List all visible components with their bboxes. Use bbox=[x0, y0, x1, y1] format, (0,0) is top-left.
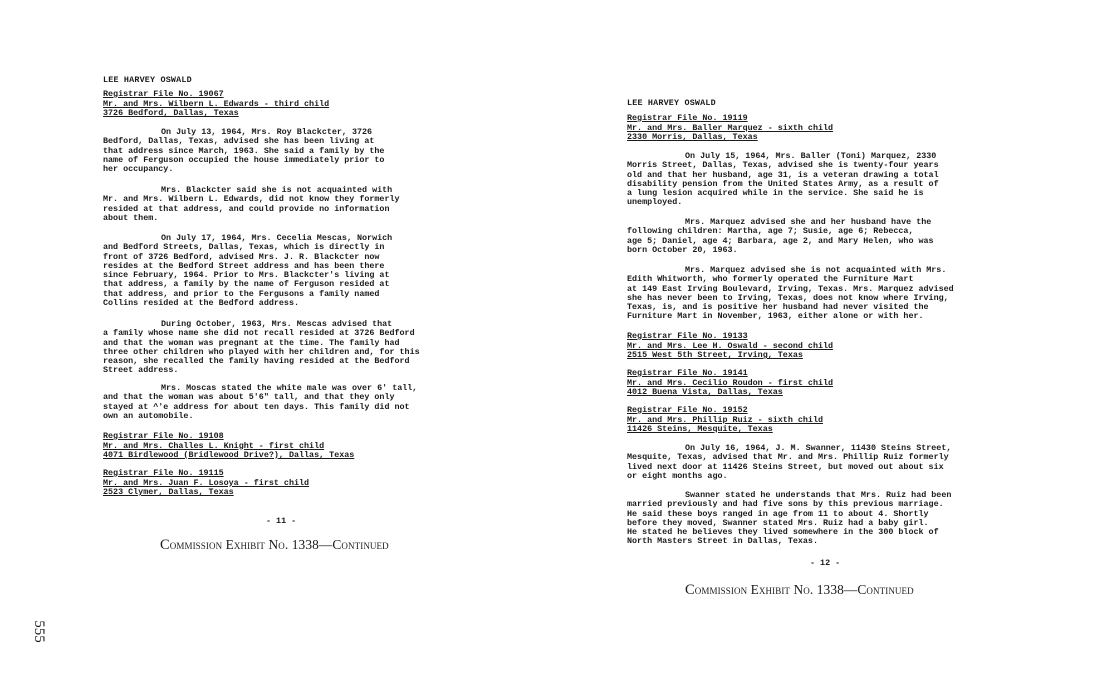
body-paragraph: On July 15, 1964, Mrs. Baller (Toni) Marquez, 2330 Morris Street, Dallas, Texas, advised she is twenty-four years old and that her husband, age 31, is a veteran drawing a total disability pension from the United States Army, as a result of a lung lesion acquired while in the service. She said he is unemployed. bbox=[627, 151, 939, 208]
registrar-address: 11426 Steins, Mesquite, Texas bbox=[627, 424, 773, 435]
body-paragraph: During October, 1963, Mrs. Mescas advised that a family whose name she did not recall resided at 3726 Bedford and that the woman was pregnant at the time. The family had three other children who played with her children and, for this reason, she recalled the family having resided at the Bedford Street address. bbox=[103, 319, 420, 376]
registrar-entry bbox=[627, 332, 833, 361]
registrar-names: Mr. and Mrs. Lee H. Oswald - second child bbox=[627, 340, 834, 351]
body-paragraph: Mrs. Marquez advised she is not acquainted with Mrs. Edith Whitworth, who formerly operated the Furniture Mart at 149 East Irving Boulevard, Irving, Texas. Mrs. Marquez advised she has never been to Irving, Texas, does not know where Irving, Texas, is, and is positive her husband had never visited the Furniture Mart in November, 1963, either alone or with her. bbox=[627, 265, 954, 322]
page-number: - 11 - bbox=[266, 516, 297, 526]
registrar-entry bbox=[103, 469, 309, 498]
registrar-file-number: Registrar File No. 19115 bbox=[103, 468, 224, 478]
volume-page-number: 555 bbox=[30, 620, 47, 643]
exhibit-caption-text: ommission Exhibit No. 1338—Continued bbox=[169, 537, 389, 552]
exhibit-caption-text: ommission Exhibit No. 1338—Continued bbox=[694, 582, 914, 597]
registrar-entry bbox=[103, 90, 329, 119]
registrar-file-number: Registrar File No. 19141 bbox=[627, 368, 748, 378]
body-paragraph: Mrs. Marquez advised she and her husband have the following children: Martha, age 7; Susie, age 6; Rebecca, age 5; Daniel, age 4; Barbara, age 2, and Mary Helen, who was born October 20, 1963. bbox=[627, 217, 934, 255]
page-number: - 12 - bbox=[810, 558, 841, 568]
registrar-file-number: Registrar File No. 19152 bbox=[627, 405, 748, 415]
registrar-file-number: Registrar File No. 19108 bbox=[103, 431, 224, 441]
registrar-names: Mr. and Mrs. Baller Marquez - sixth child bbox=[627, 122, 834, 133]
exhibit-caption-initial: C bbox=[160, 537, 170, 553]
registrar-entry bbox=[627, 114, 833, 143]
registrar-entry bbox=[627, 406, 823, 435]
exhibit-caption-initial: C bbox=[685, 582, 695, 598]
registrar-names: Mr. and Mrs. Juan F. Losoya - first child bbox=[103, 477, 310, 488]
page-header: LEE HARVEY OSWALD bbox=[627, 98, 716, 108]
registrar-names: Mr. and Mrs. Challes L. Knight - first child bbox=[103, 440, 325, 451]
body-paragraph: Mrs. Blackcter said she is not acquainted with Mr. and Mrs. Wilbern L. Edwards, did not know they formerly resided at that address, and could provide no information about them. bbox=[103, 185, 400, 223]
body-paragraph: On July 13, 1964, Mrs. Roy Blackcter, 3726 Bedford, Dallas, Texas, advised she has been living at that address since March, 1963. She said a family by the name of Ferguson occupied the house immediately prior to her occupancy. bbox=[103, 127, 385, 175]
registrar-file-number: Registrar File No. 19119 bbox=[627, 113, 748, 123]
exhibit-caption bbox=[160, 537, 389, 554]
page-header: LEE HARVEY OSWALD bbox=[103, 75, 192, 85]
registrar-address: 2515 West 5th Street, Irving, Texas bbox=[627, 350, 803, 361]
registrar-entry bbox=[103, 432, 354, 461]
body-paragraph: On July 17, 1964, Mrs. Cecelia Mescas, Norwich and Bedford Streets, Dallas, Texas, which is directly in front of 3726 Bedford, advised Mrs. J. R. Blackcter now resides at the Bedford Street address and has been there since February, 1964. Prior to Mrs. Blackcter's living at that address, a family by the name of Ferguson resided at that address, and prior to the Fergusons a family named Collins resided at the Bedford address. bbox=[103, 233, 393, 309]
registrar-file-number: Registrar File No. 19067 bbox=[103, 89, 224, 99]
registrar-names: Mr. and Mrs. Cecilio Roudon - first child bbox=[627, 377, 834, 388]
registrar-address: 3726 Bedford, Dallas, Texas bbox=[103, 108, 239, 119]
registrar-address: 4071 Birdlewood (Bridlewood Drive?), Dallas, Texas bbox=[103, 450, 355, 461]
registrar-address: 2523 Clymer, Dallas, Texas bbox=[103, 487, 234, 498]
registrar-names: Mr. and Mrs. Phillip Ruiz - sixth child bbox=[627, 414, 824, 425]
registrar-entry bbox=[627, 369, 833, 398]
registrar-address: 2330 Morris, Dallas, Texas bbox=[627, 132, 758, 143]
body-paragraph: Swanner stated he understands that Mrs. Ruiz had been married previously and had five sons by this previous marriage. He said these boys ranged in age from 11 to about 4. Shortly before they moved, Swanner stated Mrs. Ruiz had a baby girl. He stated he believes they lived somewhere in the 300 block of North Masters Street in Dallas, Texas. bbox=[627, 490, 952, 547]
registrar-address: 4012 Buena Vista, Dallas, Texas bbox=[627, 387, 783, 398]
registrar-names: Mr. and Mrs. Wilbern L. Edwards - third child bbox=[103, 98, 330, 109]
body-paragraph: On July 16, 1964, J. M. Swanner, 11430 Steins Street, Mesquite, Texas, advised that Mr. and Mrs. Phillip Ruiz formerly lived next door at 11426 Steins Street, but moved out about six or eight months ago. bbox=[627, 443, 952, 481]
body-paragraph: Mrs. Moscas stated the white male was over 6' tall, and that the woman was about 5'6" tall, and that they only stayed at ^'e address for about ten days. This family did not own an automobile. bbox=[103, 383, 418, 421]
registrar-file-number: Registrar File No. 19133 bbox=[627, 331, 748, 341]
exhibit-caption bbox=[685, 582, 914, 599]
